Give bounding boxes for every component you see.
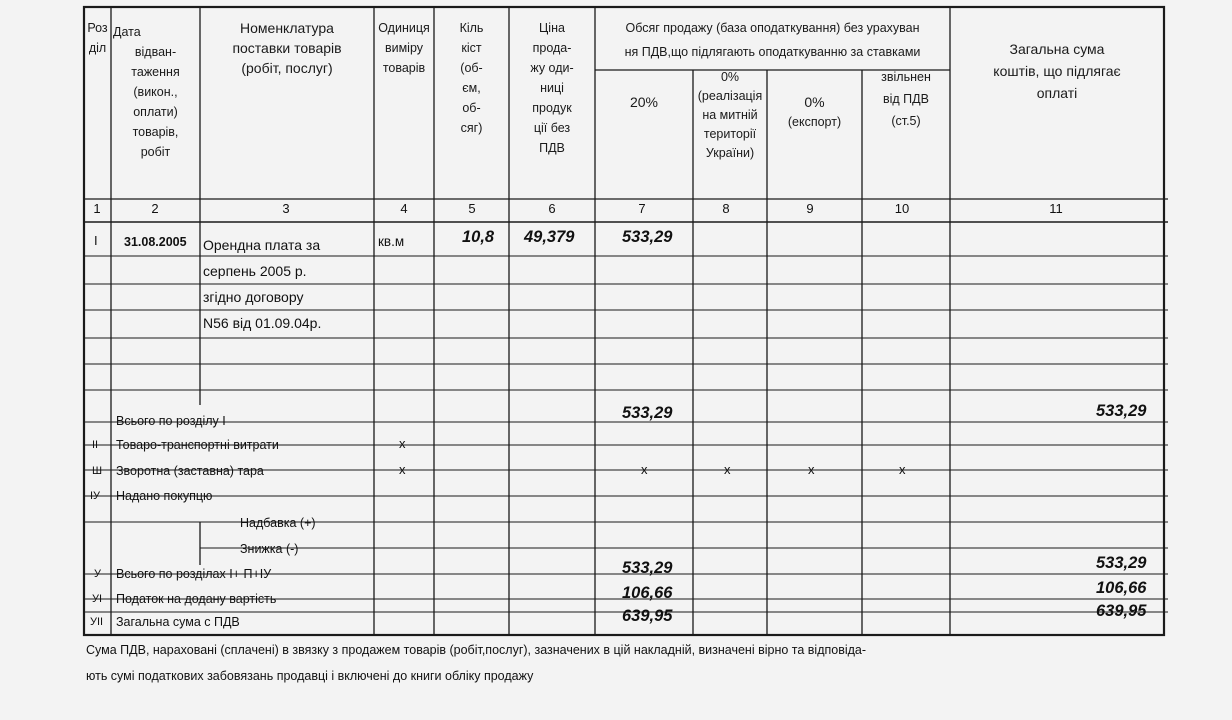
header-price: Ціна прода- жу оди- ниці продук ції без ПДВ xyxy=(530,21,574,155)
entry-item-description: Орендна плата за серпень 2005 р. згідно договору N56 від 01.09.04р. xyxy=(203,237,322,331)
total-section-1-total: 533,29 xyxy=(1096,402,1147,420)
col-number-8: 8 xyxy=(722,201,730,216)
row-6-amount: 106,66 xyxy=(622,584,673,602)
col-number-6: 6 xyxy=(548,201,556,216)
markup-label: Надбавка (+) xyxy=(240,516,316,530)
row-2-unit-x: x xyxy=(399,436,406,451)
header-sales-volume: Обсяг продажу (база оподаткування) без урахуван ня ПДВ,що підлягають оподаткуванню за ставками xyxy=(624,21,921,59)
col-number-9: 9 xyxy=(806,201,814,216)
row-4-label: Надано покупцю xyxy=(116,489,213,503)
row-2-roman: II xyxy=(92,439,99,451)
header-rate-0-export: 0% (експорт) xyxy=(787,94,842,129)
row-3-x-col9: x xyxy=(808,462,815,477)
row-7-roman: УІІ xyxy=(90,616,104,628)
header-rate-20: 20% xyxy=(629,94,659,110)
entry-price: 49,379 xyxy=(524,228,575,246)
header-date: Дата відван- таження (викон., оплати) товарів, робіт xyxy=(113,25,180,159)
row-3-x-col7: x xyxy=(641,462,648,477)
entry-quantity: 10,8 xyxy=(462,228,495,246)
header-unit: Одиниця виміру товарів xyxy=(378,21,430,75)
header-exempt: звільнен від ПДВ (ст.5) xyxy=(881,70,931,128)
row-4-roman: IУ xyxy=(90,490,101,502)
entry-unit: кв.м xyxy=(378,234,405,249)
row-5-amount: 533,29 xyxy=(622,559,673,577)
col-number-7: 7 xyxy=(638,201,646,216)
col-number-2: 2 xyxy=(151,201,159,216)
row-6-label: Податок на додану вартість xyxy=(116,592,277,606)
discount-label: Знижка (-) xyxy=(240,542,299,556)
col-number-11: 11 xyxy=(1049,201,1063,216)
row-5-roman: У xyxy=(94,568,101,580)
row-5-total: 533,29 xyxy=(1096,554,1147,572)
row-7-label: Загальна сума с ПДВ xyxy=(116,615,240,629)
row-7-amount: 639,95 xyxy=(622,607,673,625)
row-5-label: Всього по розділах І+ П+ІУ xyxy=(116,567,272,581)
row-2-label: Товаро-транспортні витрати xyxy=(116,438,279,452)
header-section: Роз діл xyxy=(87,21,108,55)
row-6-roman: УІ xyxy=(92,593,103,605)
col-number-10: 10 xyxy=(894,201,910,216)
row-3-unit-x: x xyxy=(399,462,406,477)
entry-amount-20: 533,29 xyxy=(622,228,673,246)
row-3-x-col10: x xyxy=(899,462,906,477)
row-3-roman: Ш xyxy=(92,465,103,477)
col-number-3: 3 xyxy=(282,201,290,216)
col-number-1: 1 xyxy=(93,201,101,216)
footer-line-1: Сума ПДВ, нараховані (сплачені) в звязку з продажем товарів (робіт,послуг), зазначених в цій накладній, визначені вірно та відповіда- xyxy=(86,643,867,657)
header-rate-0-domestic: 0% (реалізація на митній території України) xyxy=(697,70,763,160)
footer-line-2: ють сумі податкових забовязань продавці і включені до книги обліку продажу xyxy=(86,669,534,683)
row-6-total: 106,66 xyxy=(1096,579,1147,597)
total-section-1-amount: 533,29 xyxy=(622,404,673,422)
col-number-5: 5 xyxy=(468,201,476,216)
row-3-label: Зворотна (заставна) тара xyxy=(116,464,264,478)
header-quantity: Кіль кіст (об- єм, об- сяг) xyxy=(459,21,484,135)
total-section-1-label: Всього по розділу І xyxy=(116,414,226,428)
row-3-x-col8: x xyxy=(724,462,731,477)
header-total: Загальна сума коштів, що підлягає оплаті xyxy=(993,41,1121,101)
entry-section: I xyxy=(94,233,98,248)
col-number-4: 4 xyxy=(400,201,408,216)
header-item: Номенклатура поставки товарів (робіт, послуг) xyxy=(232,20,342,76)
entry-date: 31.08.2005 xyxy=(124,235,187,249)
row-7-total: 639,95 xyxy=(1096,602,1147,620)
